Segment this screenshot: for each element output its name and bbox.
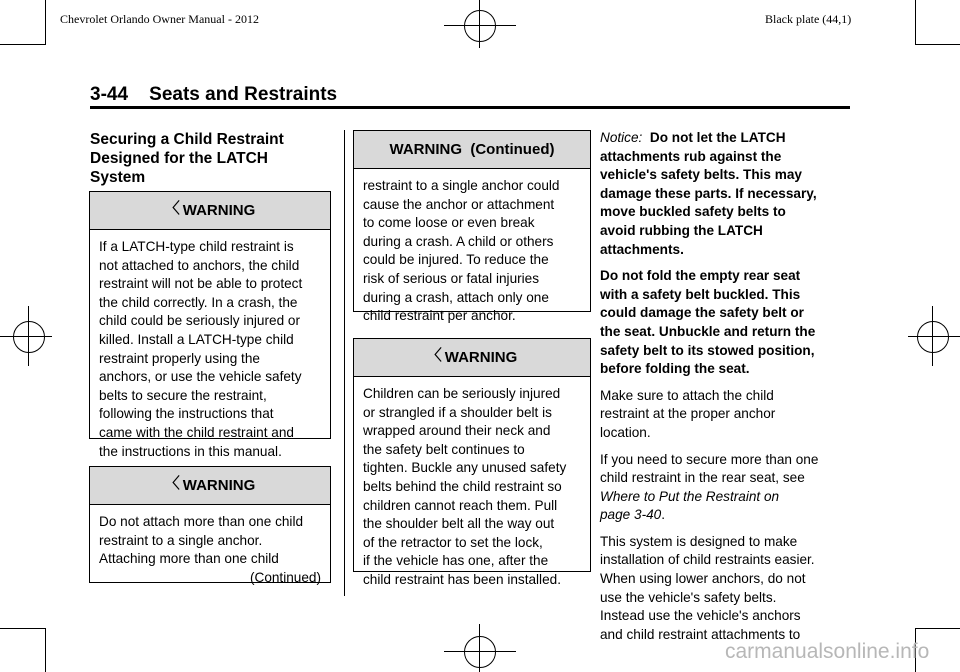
warning-body: Do not attach more than one child restraint to a single anchor. Attaching more than one child (Continued) [90, 505, 330, 593]
multiple-restraints-paragraph: If you need to secure more than one child restraint in the rear seat, see Where to Put the Restraint on page 3-40. [600, 451, 860, 525]
warning-header: 〈 WARNING [90, 192, 330, 230]
warning-triangle-icon: 〈 [426, 347, 442, 364]
crop-mark-top-right-v [915, 0, 916, 45]
column-divider [344, 130, 345, 596]
right-column [600, 129, 860, 652]
fold-seat-paragraph: Do not fold the empty rear seat with a safety belt buckled. This could damage the safety belt or the seat. Unbuckle and return the safety belt to its stowed position, before folding the seat. [600, 268, 816, 377]
continued-label: (Continued) [249, 569, 321, 585]
crop-mark-bottom-left [0, 628, 45, 629]
subsection-heading: Securing a Child Restraint Designed for the LATCH System [90, 131, 284, 186]
anchor-location-paragraph: Make sure to attach the child restraint at the proper anchor location. [600, 387, 776, 440]
warning-body: Children can be seriously injured or strangled if a shoulder belt is wrapped around their neck and the safety belt continues to tighten. Buckle any unused safety belts behind the child restraint so children cannot reach them. Pull the shoulder belt all the way out of the retractor to set the lock, if the vehicle has one, after the child restraint has been installed. [363, 386, 567, 587]
warning-box-continued [353, 130, 591, 324]
warning-triangle-icon: 〈 [164, 200, 180, 217]
warning-header: 〈 WARNING [354, 339, 590, 377]
crop-mark-bottom-left-v [45, 628, 46, 672]
section-title: 3-44 Seats and Restraints [90, 84, 338, 105]
warning-header: WARNING (Continued) [354, 131, 590, 169]
section-rule [90, 106, 850, 109]
warning-body: If a LATCH-type child restraint is not attached to anchors, the child restraint will not be able to protect the child correctly. In a crash, the child could be seriously injured or killed. Install a LATCH-type child restraint properly using the anchors, or use the vehicle safety belts to secure the restraint, following the instructions that came with the child restraint and the instructions in this manual. [99, 239, 303, 459]
warning-triangle-icon: 〈 [164, 475, 180, 492]
notice-paragraph: Notice: Do not let the LATCH attachments rub against the vehicle's safety belts. This may damage these parts. If necessary, move buckled safety belts to avoid rubbing the LATCH attachments. [600, 130, 817, 257]
page-reference-link[interactable]: page 3-40 [600, 507, 662, 523]
crop-mark-top-right [915, 44, 960, 45]
warning-box-single-anchor [89, 466, 331, 583]
warning-body: restraint to a single anchor could cause the anchor or attachment to come loose or even break during a crash. A child or others could be injured. To reduce the risk of serious or fatal injuries during a crash, attach only one child restraint per anchor. [363, 178, 560, 324]
crop-mark-top-left [0, 44, 45, 45]
header-manual-title: Chevrolet Orlando Owner Manual - 2012 [60, 12, 259, 26]
system-design-paragraph: This system is designed to make installation of child restraints easier. When using lower anchors, do not use the vehicle's safety belts. Instead use the vehicle's anchors and child restraint attachments to [600, 533, 815, 642]
crop-mark-top-left-v [45, 0, 46, 45]
warning-box-latch [89, 191, 331, 459]
warning-header: 〈 WARNING [90, 467, 330, 505]
crop-mark-bottom-right [915, 628, 960, 629]
watermark: carmanualsonline.info [725, 640, 930, 663]
warning-box-shoulder-belt [353, 338, 591, 587]
page-reference-link[interactable]: Where to Put the Restraint on [600, 488, 780, 504]
header-plate-label: Black plate (44,1) [765, 12, 852, 26]
